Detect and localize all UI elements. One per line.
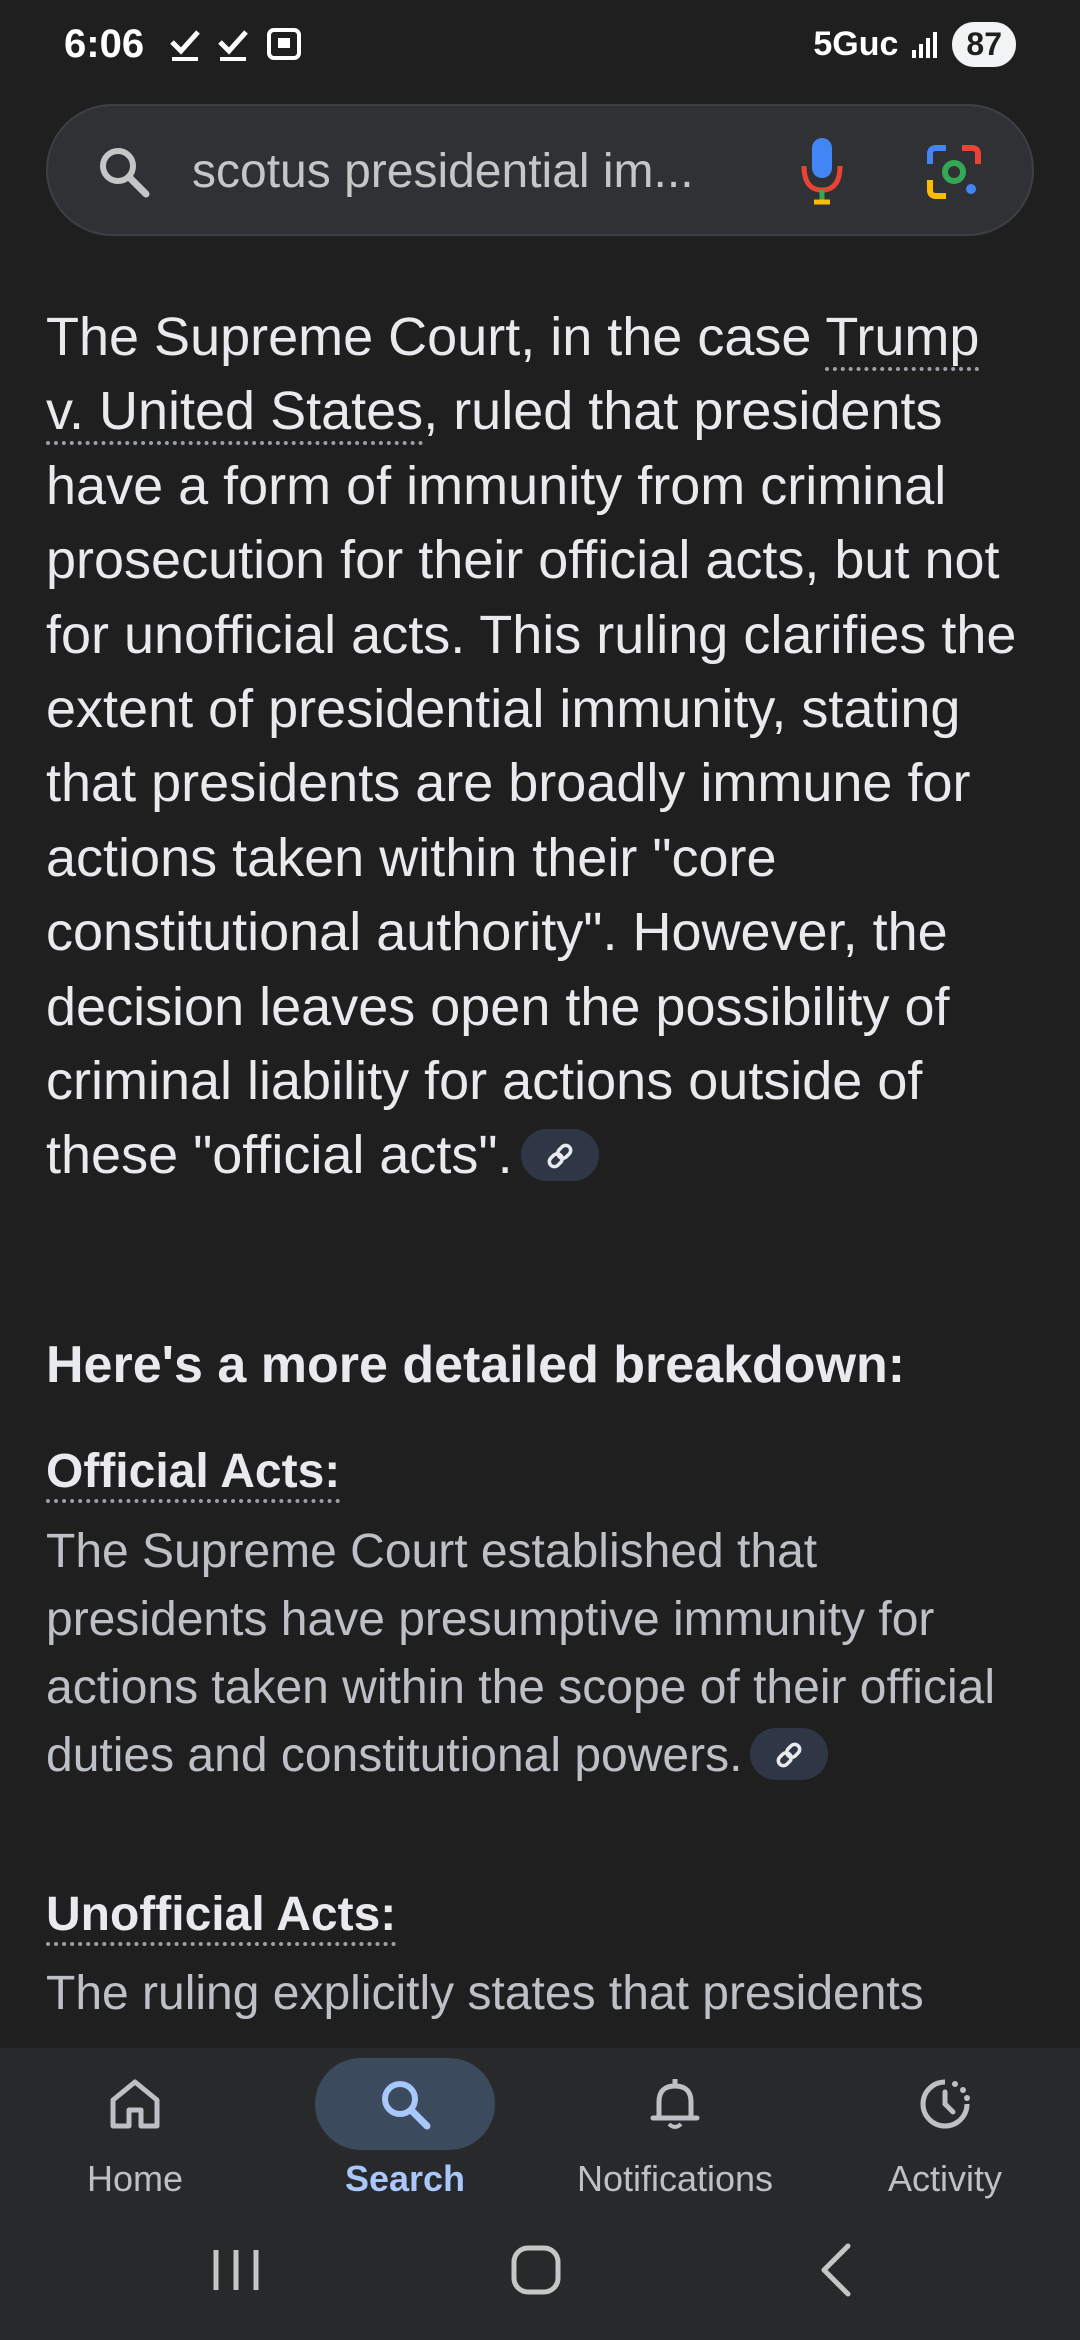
link-icon	[545, 1142, 575, 1170]
mic-icon[interactable]	[800, 136, 844, 206]
search-bar[interactable]	[46, 104, 1034, 236]
status-notification-icons	[168, 24, 304, 64]
source-link-chip[interactable]	[521, 1129, 599, 1181]
summary-paragraph	[46, 300, 1026, 1193]
nav-item-activity[interactable]	[810, 2048, 1080, 2228]
home-button-icon[interactable]	[506, 2240, 566, 2300]
recents-icon[interactable]	[206, 2240, 266, 2300]
nav-label: Search	[344, 2158, 466, 2199]
nav-item-search[interactable]	[270, 2048, 540, 2228]
summary-text: , ruled that presidents have a form of immunity from criminal prosecution for their official acts, but not for unofficial acts. This ruling clarifies the extent of presidential immunity, stating that presidents are broadly immune for actions taken within their "core constitutional authority". However, the decision leaves open the possibility of criminal liability for actions outside of these "official acts".	[46, 381, 1017, 1186]
signal-icon	[910, 30, 940, 60]
system-nav-bar	[0, 2230, 1080, 2310]
back-icon[interactable]	[808, 2240, 868, 2300]
search-icon	[375, 2074, 435, 2134]
nav-icon-wrap	[855, 2058, 1035, 2150]
ai-overview-content	[46, 300, 1026, 2020]
lens-icon[interactable]	[926, 144, 982, 200]
term-unofficial-acts[interactable]: Unofficial Acts:	[46, 1888, 396, 1946]
case-link[interactable]: Trump v. United States	[46, 307, 979, 445]
link-icon	[774, 1741, 804, 1769]
home-icon	[105, 2074, 165, 2134]
nav-label: Activity	[887, 2158, 1002, 2199]
source-link-chip[interactable]	[750, 1728, 828, 1780]
activity-icon	[915, 2074, 975, 2134]
status-right	[813, 22, 1016, 67]
status-bar	[0, 0, 1080, 90]
summary-text: The Supreme Court, in the case	[46, 307, 826, 367]
status-time: 6:06	[64, 22, 145, 66]
screenshot-icon	[264, 24, 304, 64]
term-official-acts[interactable]: Official Acts:	[46, 1445, 340, 1503]
nav-icon-wrap	[45, 2058, 225, 2150]
search-query[interactable]: scotus presidential im...	[192, 145, 694, 198]
nav-label: Notifications	[576, 2158, 774, 2199]
term-description-text: The Supreme Court established that presidents have presumptive immunity for actions taken within the scope of their official duties and constitutional powers.	[46, 1525, 995, 1782]
nav-item-home[interactable]	[0, 2048, 270, 2228]
battery-indicator: 87	[952, 22, 1016, 67]
nav-icon-wrap	[315, 2058, 495, 2150]
term-description	[46, 1518, 1026, 1790]
check-icon	[168, 24, 202, 64]
network-label: 5Guc	[813, 25, 899, 63]
term-description: The ruling explicitly states that presidents	[46, 1967, 924, 2020]
bell-icon	[645, 2074, 705, 2134]
nav-item-notifications[interactable]	[540, 2048, 810, 2228]
check-icon	[216, 24, 250, 64]
breakdown-heading: Here's a more detailed breakdown:	[46, 1336, 906, 1394]
nav-icon-wrap	[585, 2058, 765, 2150]
bottom-nav	[0, 2048, 1080, 2340]
nav-label: Home	[86, 2158, 184, 2199]
search-icon	[96, 144, 152, 200]
